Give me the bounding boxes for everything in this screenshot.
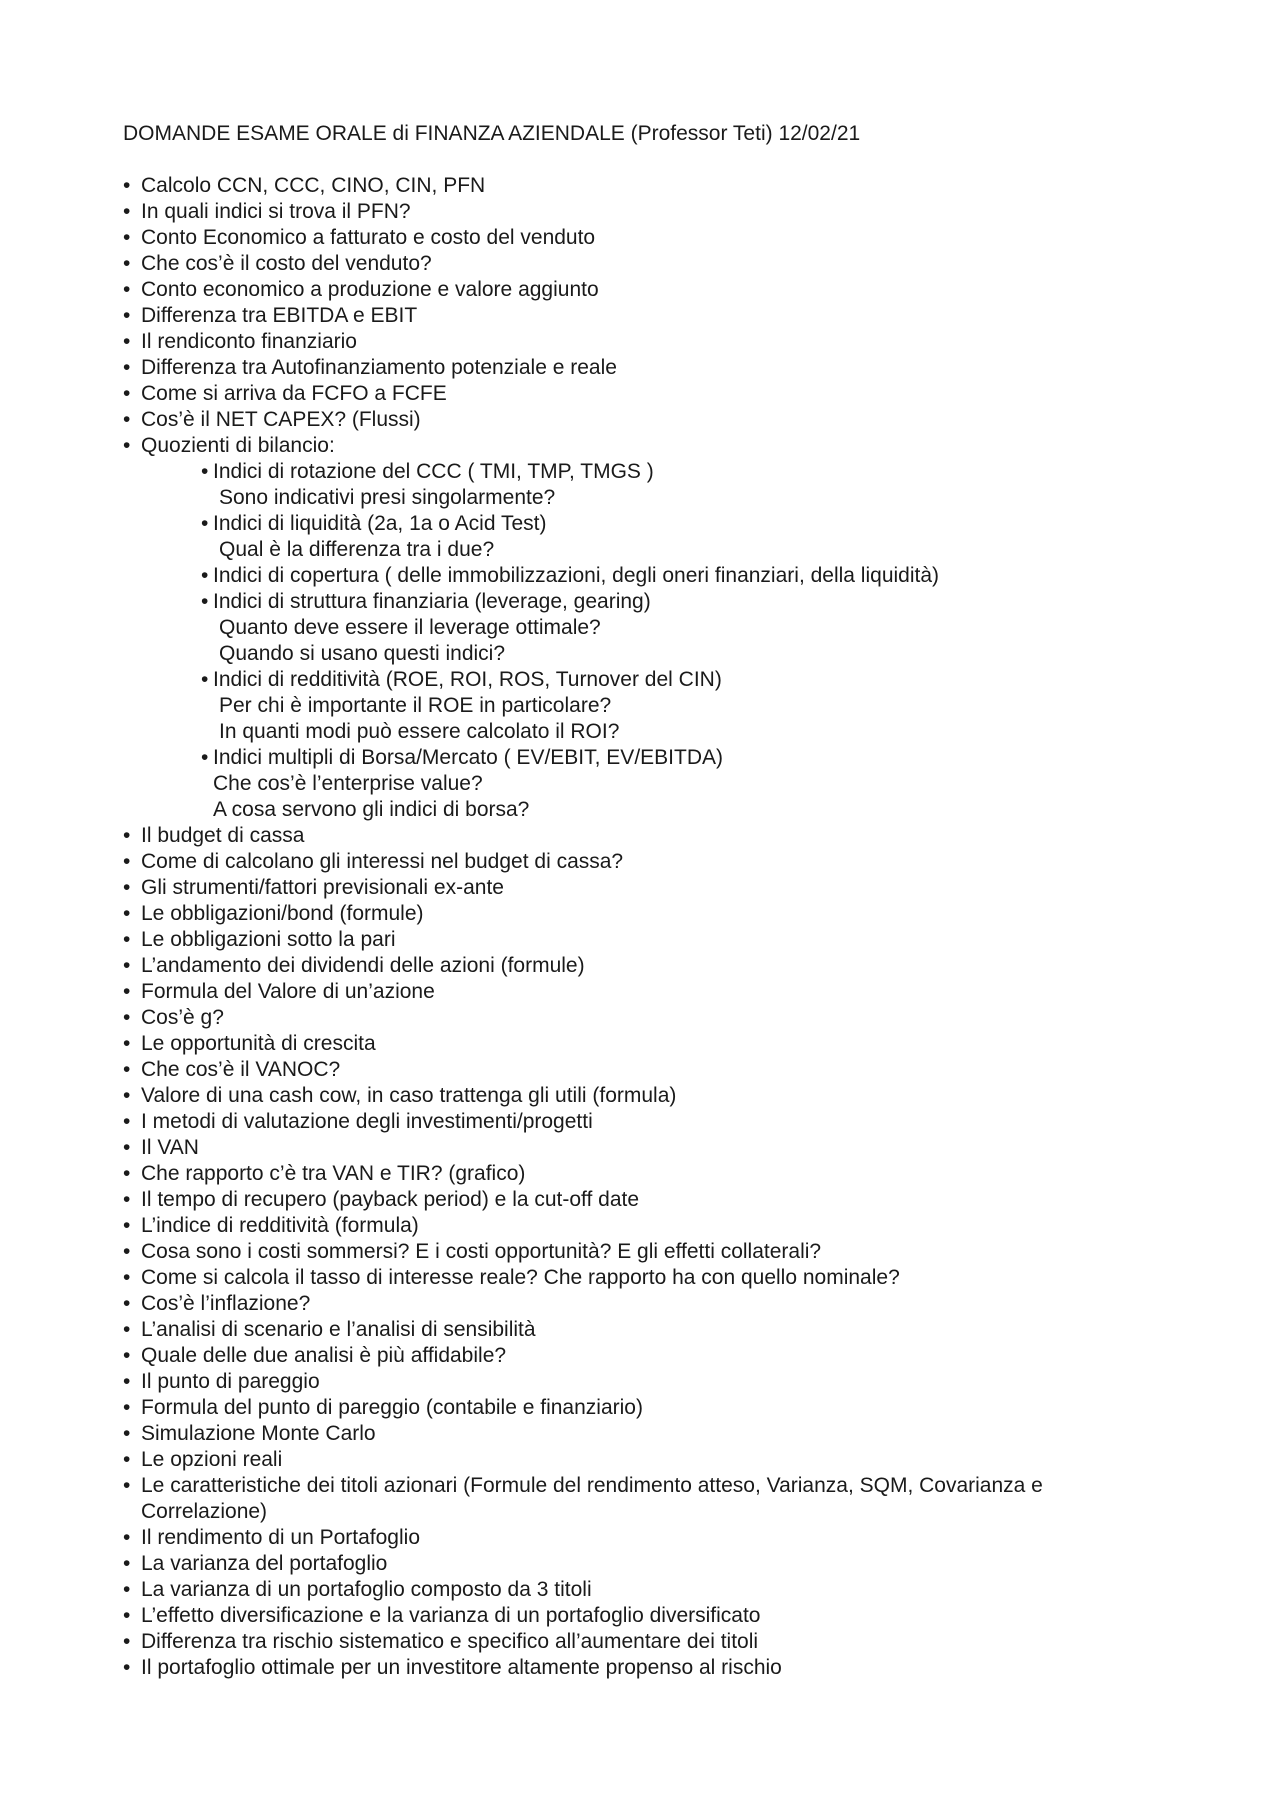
- bullet-icon: •: [123, 1448, 131, 1471]
- question-item: [123, 1473, 1183, 1499]
- bullet-icon: •: [123, 1526, 131, 1549]
- question-text: Quale delle due analisi è più affidabile?: [141, 1344, 507, 1367]
- question-text: Conto Economico a fatturato e costo del venduto: [141, 226, 596, 249]
- question-item: [123, 1239, 1183, 1265]
- question-item: [123, 407, 1183, 433]
- bullet-icon: •: [123, 1058, 131, 1081]
- bullet-icon: •: [123, 200, 131, 223]
- question-item: [123, 303, 1183, 329]
- question-item: [123, 1005, 1183, 1031]
- question-item: [123, 1083, 1183, 1109]
- question-item: [123, 1655, 1183, 1681]
- question-text: Cos’è l’inflazione?: [141, 1292, 311, 1315]
- question-text: Indici di struttura finanziaria (leverage, gearing): [213, 590, 651, 613]
- bullet-icon: •: [123, 1162, 131, 1185]
- question-item: [123, 225, 1183, 251]
- bullet-icon: •: [123, 1578, 131, 1601]
- question-item: [123, 173, 1183, 199]
- question-text: Calcolo CCN, CCC, CINO, CIN, PFN: [141, 174, 486, 197]
- bullet-icon: •: [123, 1032, 131, 1055]
- document-title: DOMANDE ESAME ORALE di FINANZA AZIENDALE (Professor Teti) 12/02/21: [123, 122, 861, 145]
- bullet-icon: •: [123, 174, 131, 197]
- question-item: [123, 433, 1183, 459]
- question-text: Indici di rotazione del CCC ( TMI, TMP, TMGS ): [213, 460, 654, 483]
- sub-question-item: [123, 459, 1183, 485]
- bullet-icon: •: [123, 330, 131, 353]
- question-text: La varianza di un portafoglio composto da 3 titoli: [141, 1578, 592, 1601]
- question-item: [123, 875, 1183, 901]
- bullet-icon: •: [123, 1344, 131, 1367]
- question-item: [123, 1551, 1183, 1577]
- question-continuation: [123, 797, 1183, 823]
- question-item: [123, 979, 1183, 1005]
- question-item: [123, 1421, 1183, 1447]
- question-text: Gli strumenti/fattori previsionali ex-ante: [141, 876, 504, 899]
- question-text: Che cos’è il costo del venduto?: [141, 252, 432, 275]
- question-text: Come di calcolano gli interessi nel budget di cassa?: [141, 850, 624, 873]
- question-text: Quanto deve essere il leverage ottimale?: [219, 616, 601, 639]
- bullet-icon: •: [123, 1214, 131, 1237]
- question-text: Il rendimento di un Portafoglio: [141, 1526, 420, 1549]
- question-text: Differenza tra EBITDA e EBIT: [141, 304, 418, 327]
- question-text: Le obbligazioni/bond (formule): [141, 902, 424, 925]
- question-text: Formula del Valore di un’azione: [141, 980, 435, 1003]
- question-text: Qual è la differenza tra i due?: [219, 538, 495, 561]
- question-item: [123, 849, 1183, 875]
- question-text: L’indice di redditività (formula): [141, 1214, 419, 1237]
- question-item: [123, 251, 1183, 277]
- bullet-icon: •: [123, 1604, 131, 1627]
- question-item: [123, 1265, 1183, 1291]
- question-item: [123, 1109, 1183, 1135]
- question-text: L’analisi di scenario e l’analisi di sensibilità: [141, 1318, 536, 1341]
- question-text: L’effetto diversificazione e la varianza di un portafoglio diversificato: [141, 1604, 761, 1627]
- question-text: A cosa servono gli indici di borsa?: [213, 798, 530, 821]
- question-item: [123, 1031, 1183, 1057]
- question-text: Sono indicativi presi singolarmente?: [219, 486, 556, 509]
- question-text: Conto economico a produzione e valore aggiunto: [141, 278, 599, 301]
- question-text: Cos’è g?: [141, 1006, 224, 1029]
- bullet-icon: •: [123, 1006, 131, 1029]
- question-item: [123, 953, 1183, 979]
- bullet-icon: •: [123, 1084, 131, 1107]
- question-text: I metodi di valutazione degli investimenti/progetti: [141, 1110, 593, 1133]
- question-item: [123, 1213, 1183, 1239]
- question-item: [123, 1343, 1183, 1369]
- question-continuation: [123, 485, 1183, 511]
- question-item: [123, 381, 1183, 407]
- bullet-icon: •: [123, 954, 131, 977]
- bullet-icon: •: [123, 1552, 131, 1575]
- bullet-icon: •: [123, 1318, 131, 1341]
- question-item: [123, 277, 1183, 303]
- bullet-icon: •: [123, 1396, 131, 1419]
- bullet-icon: •: [123, 824, 131, 847]
- question-text: Quozienti di bilancio:: [141, 434, 335, 457]
- bullet-icon: •: [123, 902, 131, 925]
- question-text: Correlazione): [141, 1500, 268, 1523]
- question-item: [123, 1291, 1183, 1317]
- question-text: Che rapporto c’è tra VAN e TIR? (grafico): [141, 1162, 526, 1185]
- sub-question-item: [123, 589, 1183, 615]
- question-text: Indici di redditività (ROE, ROI, ROS, Turnover del CIN): [213, 668, 722, 691]
- bullet-icon: •: [123, 1136, 131, 1159]
- bullet-icon: •: [123, 850, 131, 873]
- bullet-icon: •: [201, 590, 209, 613]
- question-text: Le obbligazioni sotto la pari: [141, 928, 396, 951]
- question-list: [123, 173, 1183, 1681]
- question-item: [123, 355, 1183, 381]
- bullet-icon: •: [201, 668, 209, 691]
- bullet-icon: •: [123, 1292, 131, 1315]
- question-item: [123, 1161, 1183, 1187]
- bullet-icon: •: [123, 278, 131, 301]
- bullet-icon: •: [123, 1188, 131, 1211]
- question-item: [123, 901, 1183, 927]
- question-text: Formula del punto di pareggio (contabile e finanziario): [141, 1396, 643, 1419]
- bullet-icon: •: [123, 928, 131, 951]
- question-item: [123, 823, 1183, 849]
- question-text: Le opzioni reali: [141, 1448, 283, 1471]
- bullet-icon: •: [123, 1474, 131, 1497]
- question-item: [123, 1317, 1183, 1343]
- question-text: Simulazione Monte Carlo: [141, 1422, 376, 1445]
- bullet-icon: •: [201, 564, 209, 587]
- bullet-icon: •: [123, 1240, 131, 1263]
- question-text: Quando si usano questi indici?: [219, 642, 506, 665]
- question-text: Il budget di cassa: [141, 824, 305, 847]
- question-text: L’andamento dei dividendi delle azioni (formule): [141, 954, 585, 977]
- sub-question-item: [123, 667, 1183, 693]
- bullet-icon: •: [123, 1422, 131, 1445]
- bullet-icon: •: [123, 382, 131, 405]
- bullet-icon: •: [123, 304, 131, 327]
- bullet-icon: •: [123, 252, 131, 275]
- question-text: Le caratteristiche dei titoli azionari (Formule del rendimento atteso, Varianza, SQM, Covarianza e: [141, 1474, 1043, 1497]
- bullet-icon: •: [123, 356, 131, 379]
- question-continuation: [123, 615, 1183, 641]
- question-continuation: [123, 1499, 1183, 1525]
- question-text: Per chi è importante il ROE in particolare?: [219, 694, 612, 717]
- question-continuation: [123, 641, 1183, 667]
- question-item: [123, 1629, 1183, 1655]
- bullet-icon: •: [123, 408, 131, 431]
- question-text: Differenza tra rischio sistematico e specifico all’aumentare dei titoli: [141, 1630, 759, 1653]
- question-text: In quanti modi può essere calcolato il ROI?: [219, 720, 620, 743]
- question-text: Cos’è il NET CAPEX? (Flussi): [141, 408, 421, 431]
- bullet-icon: •: [123, 876, 131, 899]
- question-text: Cosa sono i costi sommersi? E i costi opportunità? E gli effetti collaterali?: [141, 1240, 822, 1263]
- bullet-icon: •: [123, 1630, 131, 1653]
- bullet-icon: •: [123, 434, 131, 457]
- question-text: Che cos’è il VANOC?: [141, 1058, 341, 1081]
- bullet-icon: •: [201, 746, 209, 769]
- bullet-icon: •: [123, 226, 131, 249]
- sub-question-item: [123, 745, 1183, 771]
- question-text: La varianza del portafoglio: [141, 1552, 388, 1575]
- question-text: In quali indici si trova il PFN?: [141, 200, 411, 223]
- sub-question-item: [123, 563, 1183, 589]
- question-continuation: [123, 719, 1183, 745]
- question-item: [123, 1135, 1183, 1161]
- question-item: [123, 927, 1183, 953]
- bullet-icon: •: [123, 1110, 131, 1133]
- question-text: Il portafoglio ottimale per un investitore altamente propenso al rischio: [141, 1656, 782, 1679]
- question-item: [123, 1603, 1183, 1629]
- question-text: Il punto di pareggio: [141, 1370, 320, 1393]
- bullet-icon: •: [123, 1266, 131, 1289]
- bullet-icon: •: [123, 980, 131, 1003]
- question-text: Le opportunità di crescita: [141, 1032, 376, 1055]
- question-text: Come si calcola il tasso di interesse reale? Che rapporto ha con quello nominale?: [141, 1266, 900, 1289]
- question-text: Il rendiconto finanziario: [141, 330, 357, 353]
- question-item: [123, 1447, 1183, 1473]
- question-text: Che cos’è l’enterprise value?: [213, 772, 483, 795]
- question-continuation: [123, 537, 1183, 563]
- question-item: [123, 1577, 1183, 1603]
- question-continuation: [123, 693, 1183, 719]
- question-continuation: [123, 771, 1183, 797]
- question-text: Indici di copertura ( delle immobilizzazioni, degli oneri finanziari, della liquidità): [213, 564, 940, 587]
- question-item: [123, 329, 1183, 355]
- bullet-icon: •: [123, 1656, 131, 1679]
- question-item: [123, 1525, 1183, 1551]
- bullet-icon: •: [123, 1370, 131, 1393]
- bullet-icon: •: [201, 460, 209, 483]
- sub-question-item: [123, 511, 1183, 537]
- question-item: [123, 1395, 1183, 1421]
- question-text: Indici multipli di Borsa/Mercato ( EV/EBIT, EV/EBITDA): [213, 746, 723, 769]
- bullet-icon: •: [201, 512, 209, 535]
- question-item: [123, 1369, 1183, 1395]
- question-item: [123, 1187, 1183, 1213]
- question-text: Indici di liquidità (2a, 1a o Acid Test): [213, 512, 547, 535]
- question-item: [123, 1057, 1183, 1083]
- question-text: Il tempo di recupero (payback period) e la cut-off date: [141, 1188, 640, 1211]
- question-text: Differenza tra Autofinanziamento potenziale e reale: [141, 356, 617, 379]
- question-text: Il VAN: [141, 1136, 199, 1159]
- question-item: [123, 199, 1183, 225]
- question-text: Come si arriva da FCFO a FCFE: [141, 382, 447, 405]
- question-text: Valore di una cash cow, in caso trattenga gli utili (formula): [141, 1084, 677, 1107]
